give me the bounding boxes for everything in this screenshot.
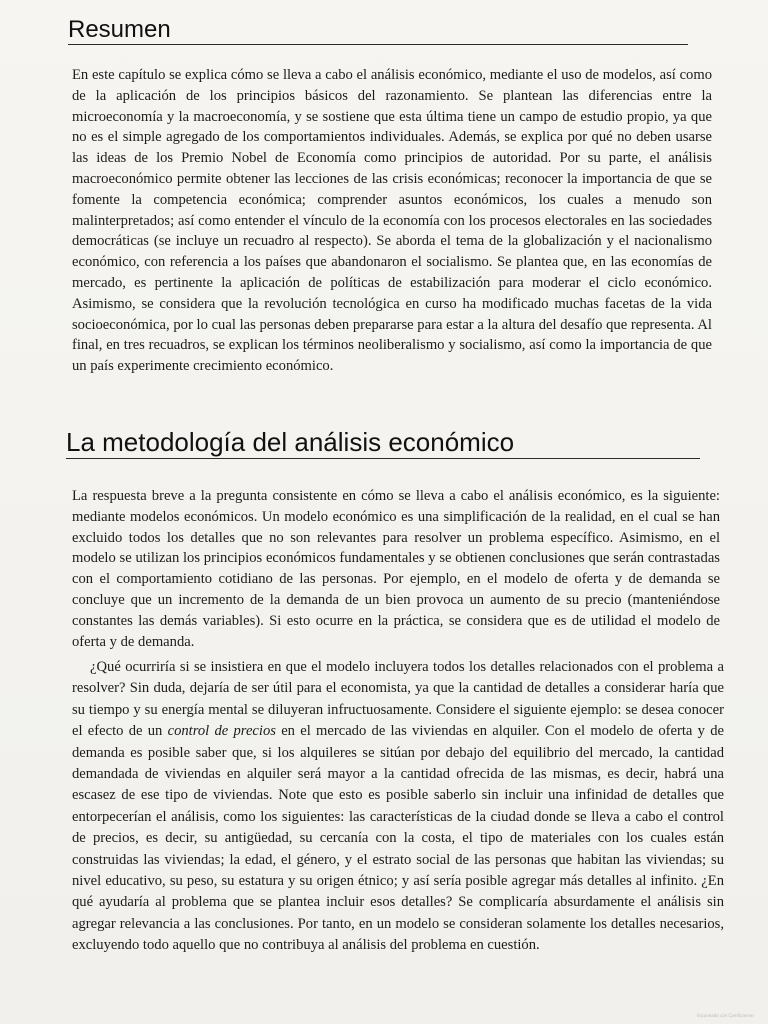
- resumen-paragraph: En este capítulo se explica cómo se lleva a cabo el análisis económico, mediante el uso de modelos, así como de la aplicación de los principios básicos del razonamiento. Se plantean las diferencias entre la microeconomía y la macroeconomía, y se sostiene que esta última tiene un campo de estudio propio, ya que no es el simple agregado de los comportamientos individuales. Además, se explica por qué no deben usarse las ideas de los Premio Nobel de Economía como principios de autoridad. Por su parte, el análisis macroeconómico permite obtener las lecciones de las crisis económicas; reconocer la importancia de que se fomente la competencia económica; comprender asuntos económicos, los cuales a menudo son malinterpretados; así como entender el vínculo de la economía con los procesos electorales en las sociedades democráticas (se incluye un recuadro al respecto). Se aborda el tema de la globalización y el nacionalismo económico, con referencia a los países que abandonaron el socialismo. Se plantea que, en las economías de mercado, es pertinente la aplicación de políticas de estabilización para moderar el ciclo económico. Asimismo, se considera que la revolución tecnológica en curso ha modificado muchas facetas de la vida socioeconómica, por lo cual las personas deben prepararse para estar a la altura del desafío que representa. Al final, en tres recuadros, se explican los términos neoliberalismo y socialismo, así como la importancia de que un país experimente crecimiento económico.: [72, 67, 712, 375]
- paragraph-text: en el mercado de las viviendas en alquiler. Con el modelo de oferta y de demanda es posible saber que, si los alquileres se sitúan por debajo del equilibrio del mercado, la cantidad demandada de viviendas en alquiler será mayor a la cantidad ofrecida de las mismas, es decir, habrá una escasez de ese tipo de viviendas. Note que esto es posible saberlo sin incluir una infinidad de detalles que entorpecerían el análisis, como los siguientes: las características de la ciudad donde se lleva a cabo el control de precios, es decir, su antigüedad, su cercanía con la costa, el tipo de materiales con los cuales están construidas las viviendas; la edad, el género, y el estrato social de las personas que habitan las viviendas; su nivel educativo, su peso, su estatura y su origen étnico; y así sería posible agregar más detalles al infinito. ¿En qué ayudaría al problema que se plantea incluir esos detalles? Se complicaría absurdamente el análisis sin agregar relevancia a las conclusiones. Por tanto, en un modelo se consideran solamente los detalles necesarios, excluyendo todo aquello que no contribuya al análisis del problema en cuestión.: [72, 723, 725, 954]
- scanner-watermark: Escaneado con CamScanner: [697, 1013, 754, 1018]
- section-title-resumen: Resumen: [68, 16, 171, 43]
- section-divider: [68, 44, 688, 45]
- section-title-metodologia: La metodología del análisis económico: [66, 427, 515, 457]
- emphasized-term: control de precios: [167, 723, 276, 740]
- section-divider: [66, 458, 700, 459]
- metodologia-paragraph-2: [72, 657, 724, 957]
- paragraph-text: ¿Qué ocurriría si se insistiera en que el modelo incluyera todos los detalles relacionados con el problema a resolver? Sin duda, dejaría de ser útil para el economista, ya que la cantidad de detalles a considerar haría que su tiempo y su energía mental se diluyeran infructuosamente. Considere el siguiente ejemplo: se desea conocer el efecto de un: [72, 659, 724, 740]
- metodologia-paragraph-1: La respuesta breve a la pregunta consistente en cómo se lleva a cabo el análisis económico, es la siguiente: mediante modelos económicos. Un modelo económico es una simplificación de la realidad, en el cual se han excluido todos los detalles que no son relevantes para resolver un problema específico. Asimismo, en el modelo se utilizan los principios económicos fundamentales y se obtienen conclusiones que serán contrastadas con el comportamiento cotidiano de las personas. Por ejemplo, en el modelo de oferta y de demanda se concluye que un incremento de la demanda de un bien provoca un aumento de su precio (manteniéndose constantes las demás variables). Si esto ocurre en la práctica, se considera que es de utilidad el modelo de oferta y de demanda.: [72, 488, 720, 650]
